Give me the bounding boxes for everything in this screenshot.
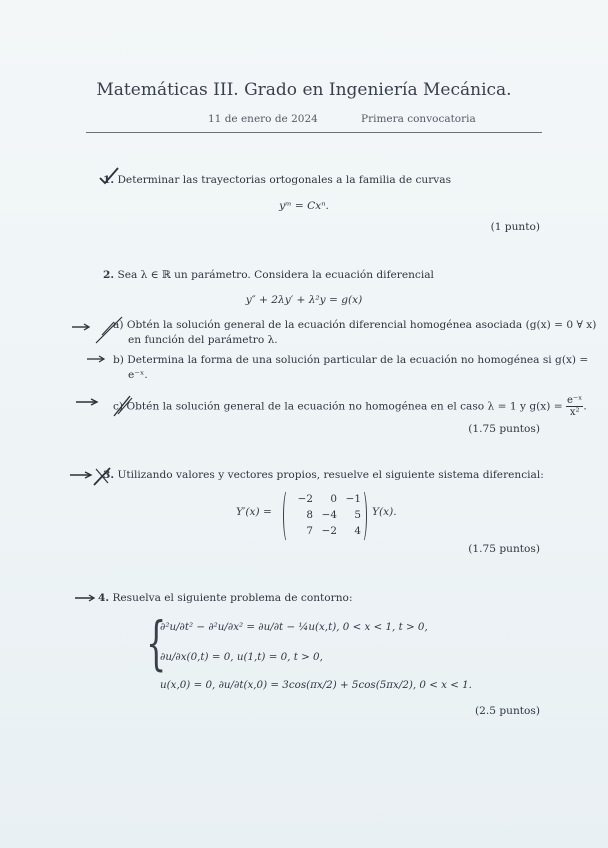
system-brace: { [146,609,167,677]
q2-part-b [113,353,588,368]
q3-number: 3. [103,469,115,481]
q2-a-label: a) [113,319,124,331]
matrix-cell: 8 [306,509,313,521]
q1-equation: yᵐ = Cxⁿ. [279,200,329,212]
q2-c-denominator: x² [569,407,580,418]
q1-text: Determinar las trayectorias ortogonales a la familia de curvas [117,174,452,186]
q3-matrix [283,489,367,541]
q1-number: 1. [103,174,115,186]
matrix-cell: 5 [354,509,361,521]
exam-call: Primera convocatoria [361,113,476,125]
q4-boundary: ∂u/∂x(0,t) = 0, u(1,t) = 0, t > 0, [160,651,323,663]
q2-part-c: c) Obtén la solución general de la ecuación no homogénea en el caso λ = 1 y g(x) = $\frac{\text{e⁻ˣ}}{\text{x²}}$ . [113,395,587,418]
q3-text: Utilizando valores y vectores propios, resuelve el siguiente sistema diferencial: [117,469,544,481]
q3-points: (1.75 puntos) [468,543,540,555]
exam-date: 11 de enero de 2024 [208,113,318,125]
q2-intro: Sea λ ∈ ℝ un parámetro. Considera la ecuación diferencial [117,269,434,281]
q2-part-a [113,318,596,333]
q4-statement [98,591,353,606]
q4-pde: ∂²u/∂t² − ∂²u/∂x² = ∂u/∂t − ¼u(x,t), 0 < x < 1, t > 0, [160,621,428,633]
q2-a-line1: Obtén la solución general de la ecuación diferencial homogénea asociada (g(x) = 0 ∀ x) [126,319,597,331]
q2-equation: y″ + 2λy′ + λ²y = g(x) [245,294,363,306]
q2-c-numerator: e⁻ˣ [566,395,583,406]
matrix-cell: −2 [297,493,313,505]
matrix-cell: 0 [330,493,337,505]
matrix-grid [285,492,365,539]
matrix-cell: −4 [321,509,337,521]
q3-rhs: Y(x). [372,506,397,518]
q2-statement [103,268,434,283]
matrix-cell: −1 [345,493,361,505]
q1-statement [103,173,451,188]
q2-c-label: c) [113,400,124,413]
header-divider [86,132,542,133]
q2-b-label: b) [113,354,124,366]
q2-b-line2: e⁻ˣ. [128,369,148,381]
matrix-cell: 4 [354,525,361,537]
q4-points: (2.5 puntos) [475,705,540,717]
q4-number: 4. [98,592,110,604]
q2-points: (1.75 puntos) [468,423,540,435]
q3-statement [103,468,544,483]
matrix-cell: 7 [306,525,313,537]
q2-number: 2. [103,269,115,281]
matrix-cell: −2 [321,525,337,537]
q4-initial: u(x,0) = 0, ∂u/∂t(x,0) = 3cos(πx/2) + 5cos(5πx/2), 0 < x < 1. [160,679,472,691]
q2-a-line2: en función del parámetro λ. [128,334,278,346]
q1-points: (1 punto) [490,221,540,233]
q2-b-line1: Determina la forma de una solución particular de la ecuación no homogénea si g(x) = [127,354,589,366]
q2-c-text: Obtén la solución general de la ecuación no homogénea en el caso λ = 1 y g(x) = [126,400,563,413]
q4-text: Resuelva el siguiente problema de contorno: [112,592,353,604]
exam-title: Matemáticas III. Grado en Ingeniería Mecánica. [96,80,512,100]
q3-lhs: Y′(x) = [236,506,272,518]
arrow-mark-icon [86,354,108,364]
arrow-mark-icon [74,593,98,603]
q2-c-fraction [566,395,583,418]
